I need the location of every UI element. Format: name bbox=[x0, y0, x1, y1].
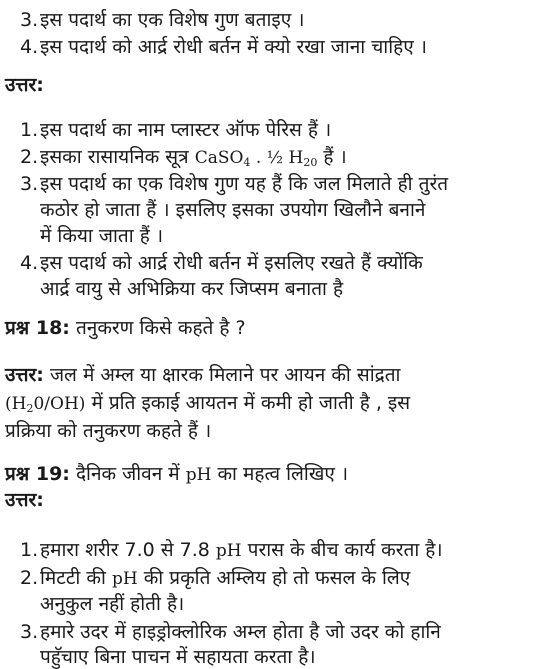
section-label: उत्तर: bbox=[5, 364, 44, 386]
text-line bbox=[20, 35, 427, 59]
text-line bbox=[5, 419, 211, 443]
line-text-tail: हैं । bbox=[317, 146, 347, 168]
line-text-tail: परास के बीच कार्य करता है। bbox=[241, 539, 443, 561]
text-line bbox=[20, 118, 331, 142]
section-label: उत्तर: bbox=[5, 74, 44, 96]
text-line bbox=[40, 198, 425, 222]
line-text: इसका रासायनिक सूत्र bbox=[40, 146, 195, 168]
chemical-formula: pH bbox=[111, 569, 138, 589]
text-line bbox=[40, 277, 343, 301]
text-line bbox=[20, 8, 304, 32]
line-text-tail: की प्रकृति अम्लिय हो तो फसल के लिए bbox=[137, 567, 411, 589]
line-text: तनुकरण किसे कहते है ? bbox=[69, 317, 246, 339]
line-text: दैनिक जीवन में bbox=[69, 463, 186, 485]
text-line bbox=[5, 363, 400, 387]
text-line bbox=[5, 73, 44, 97]
chemical-formula: pH bbox=[215, 541, 242, 561]
line-text: मिटटी की bbox=[40, 567, 112, 589]
list-number: 3. bbox=[20, 9, 39, 31]
list-number: 3. bbox=[20, 173, 39, 195]
line-text: जल में अम्ल या क्षारक मिलाने पर आयन की सांद्रता bbox=[43, 364, 401, 386]
text-line bbox=[40, 645, 316, 669]
line-text: इस पदार्थ का नाम प्लास्टर ऑफ पेरिस हैं । bbox=[40, 119, 332, 141]
text-line bbox=[40, 224, 163, 248]
text-line bbox=[20, 145, 347, 175]
text-line bbox=[40, 592, 184, 616]
list-number: 4. bbox=[20, 36, 39, 58]
line-text-tail: का महत्व लिखिए । bbox=[211, 463, 349, 485]
line-text: प्रक्रिया को तनुकरण कहते हैं । bbox=[5, 420, 212, 442]
list-number: 3. bbox=[20, 621, 39, 643]
list-number: 2. bbox=[20, 567, 39, 589]
line-text: आर्द्र वायु से अभिक्रिया कर जिप्सम बनाता है bbox=[40, 278, 344, 300]
text-line bbox=[5, 488, 44, 512]
section-label: प्रश्न 19: bbox=[5, 463, 70, 485]
line-text: इस पदार्थ को आर्द्र रोधी बर्तन में इसलिए रखते हैं क्योंकि bbox=[40, 252, 423, 274]
text-line bbox=[5, 316, 246, 340]
text-line bbox=[5, 462, 348, 487]
chemical-formula: $(H_20/OH)$ bbox=[5, 394, 86, 415]
chemical-formula: CaSO$_4$ . ½ $H_{20}$ bbox=[194, 148, 318, 169]
line-text: पहुॅचाए बिना पाचन में सहायता करता है। bbox=[40, 646, 316, 668]
text-line bbox=[20, 172, 448, 196]
list-number: 4. bbox=[20, 252, 39, 274]
line-text: कठोर हो जाता हैं । इसलिए इसका उपयोग खिलौने बनाने bbox=[40, 199, 426, 221]
section-label: उत्तर: bbox=[5, 489, 44, 511]
text-line bbox=[5, 391, 410, 421]
line-text: इस पदार्थ को आर्द्र रोधी बर्तन में क्यो रखा जाना चाहिए । bbox=[40, 36, 427, 58]
line-text: इस पदार्थ का एक विशेष गुण यह हैं कि जल मिलाते ही तुरंत bbox=[40, 173, 449, 195]
text-line bbox=[20, 620, 441, 644]
text-line bbox=[20, 538, 443, 563]
chemical-formula: pH bbox=[185, 465, 212, 485]
line-text: हमारे उदर में हाइड्रोक्लोरिक अम्ल होता है जो उदर को हानि bbox=[40, 621, 441, 643]
line-text: अनुकुल नहीं होती है। bbox=[40, 593, 185, 615]
section-label: प्रश्न 18: bbox=[5, 317, 70, 339]
line-text: इस पदार्थ का एक विशेष गुण बताइए । bbox=[40, 9, 305, 31]
line-text: में किया जाता हैं । bbox=[40, 225, 164, 247]
list-number: 1. bbox=[20, 119, 39, 141]
text-line bbox=[20, 251, 423, 275]
text-line bbox=[20, 566, 410, 591]
list-number: 1. bbox=[20, 539, 39, 561]
line-text: हमारा शरीर 7.0 से 7.8 bbox=[40, 539, 216, 561]
line-text-tail: में प्रति इकाई आयतन में कमी हो जाती है , इस bbox=[85, 392, 411, 414]
list-number: 2. bbox=[20, 146, 39, 168]
